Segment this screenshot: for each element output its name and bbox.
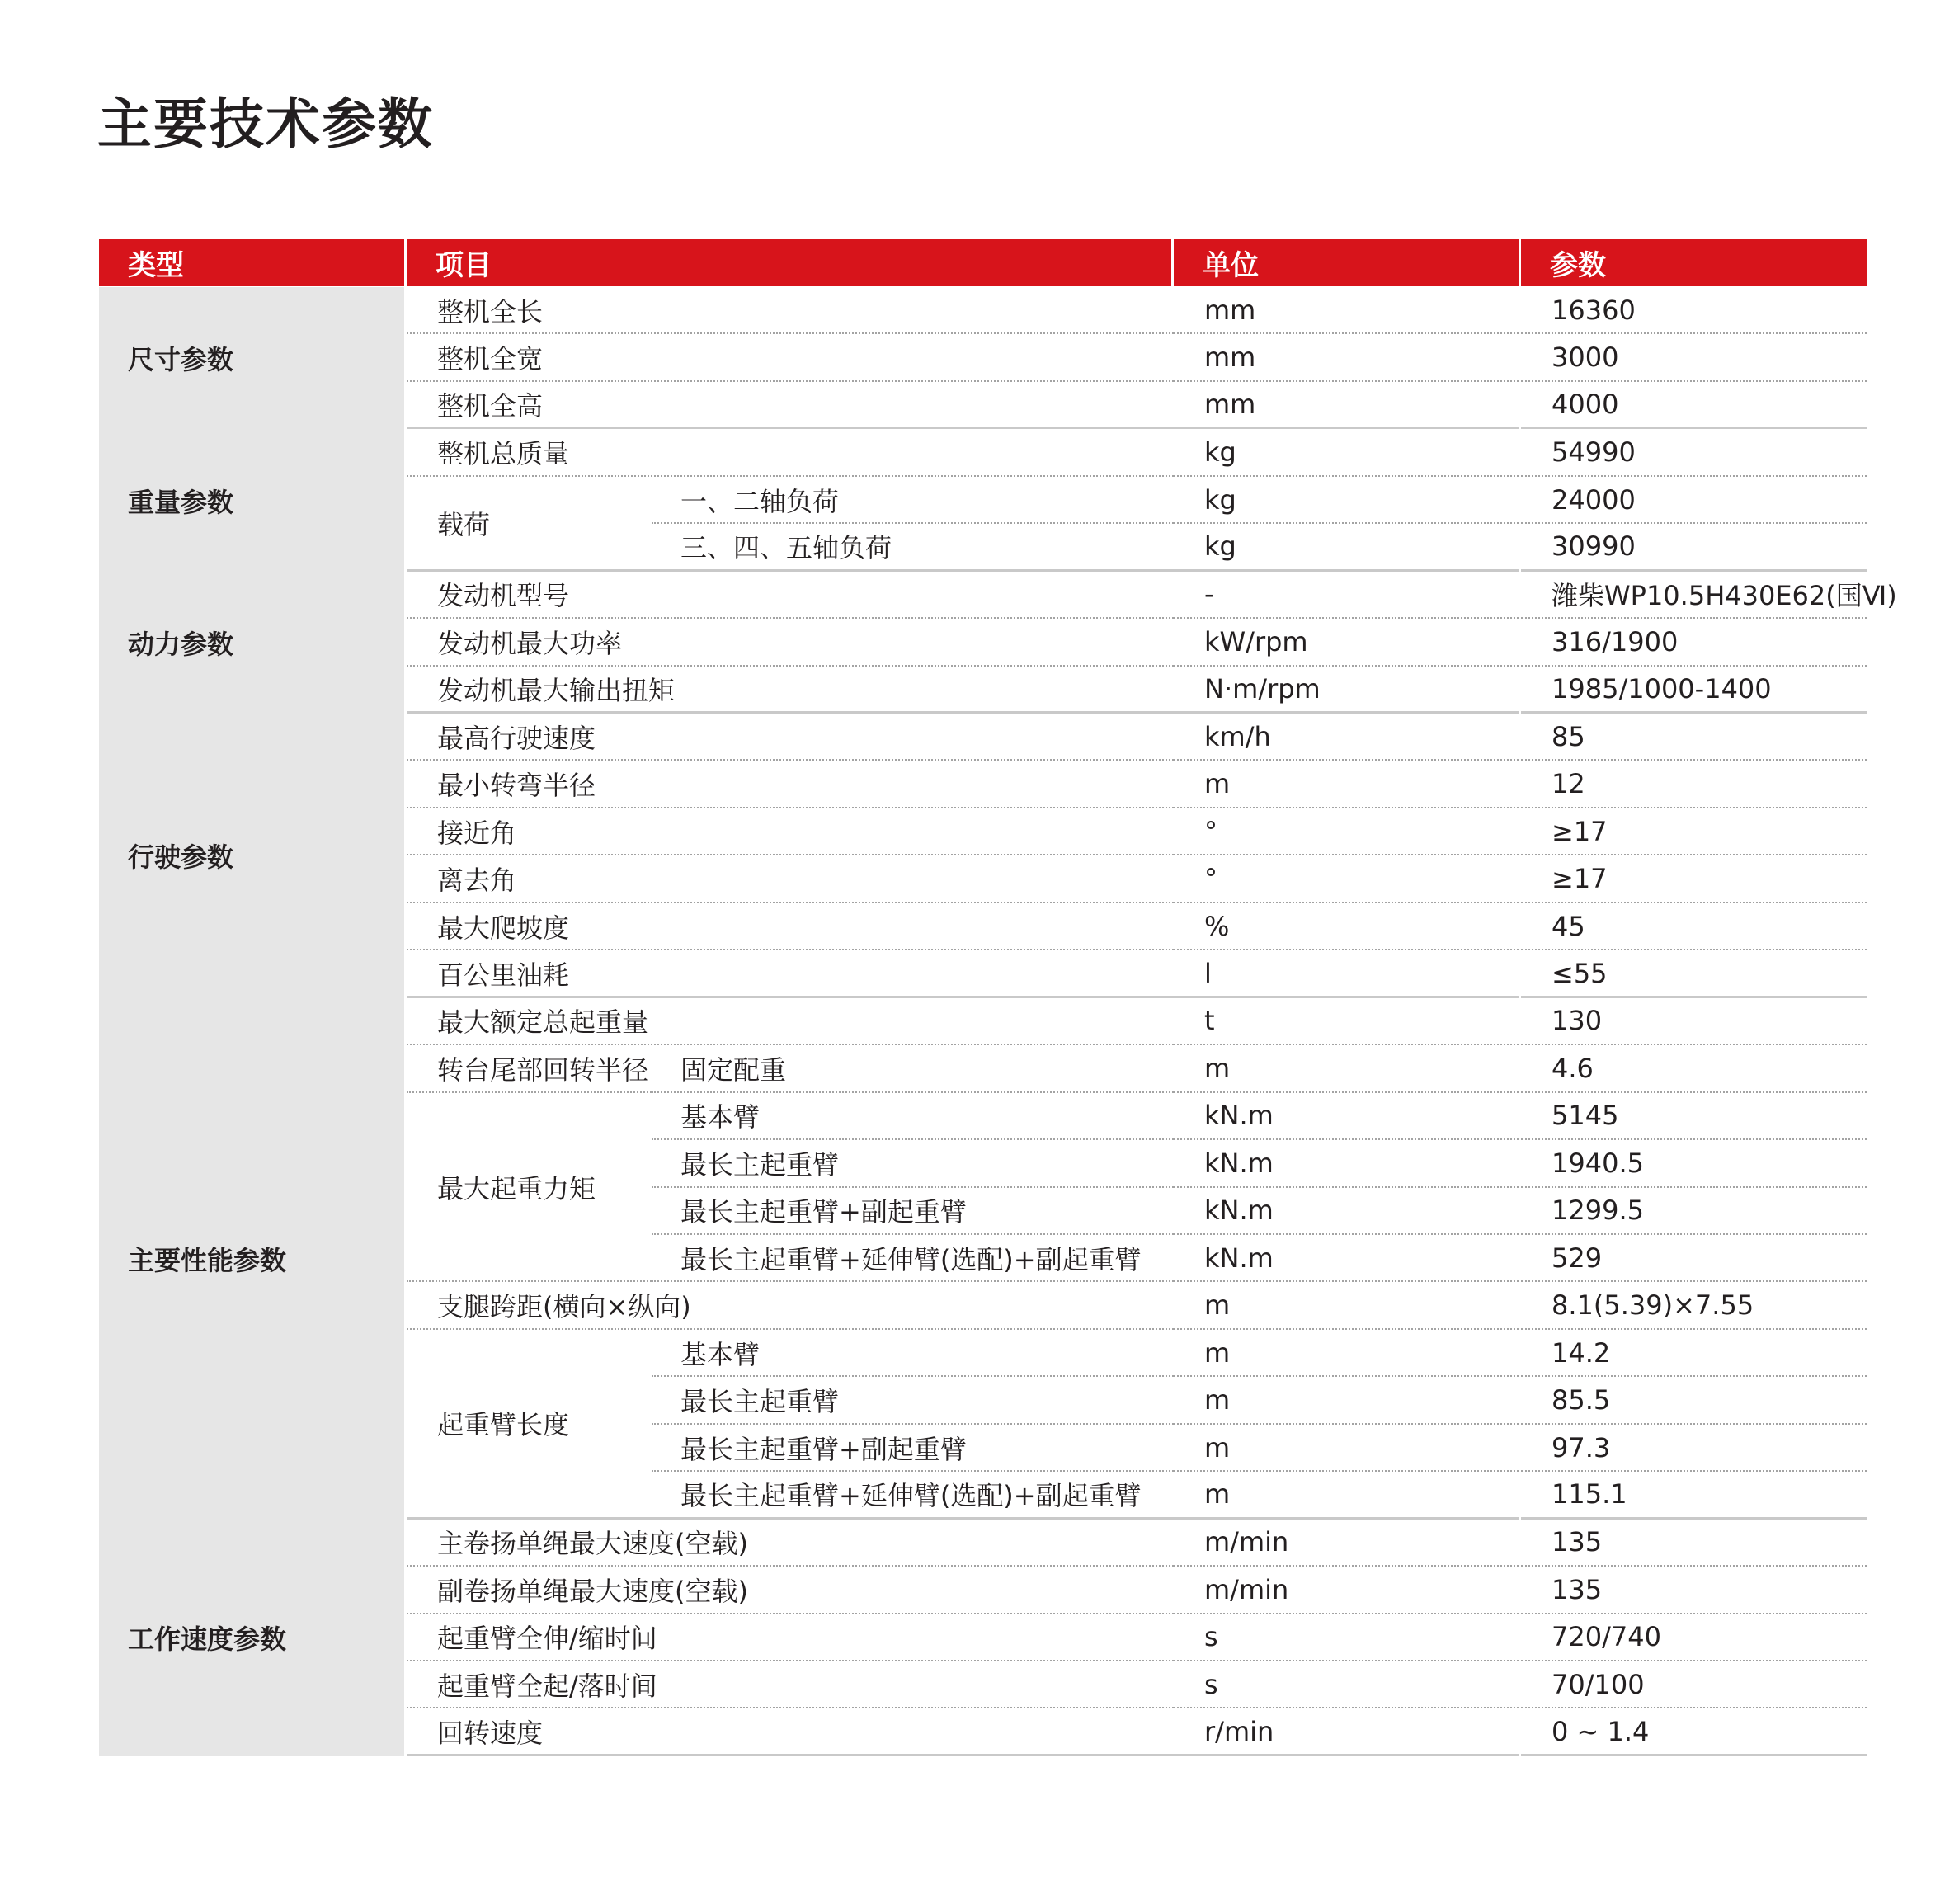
item-label: 最小转弯半径 (407, 761, 1174, 808)
item-label: 载荷 (407, 477, 652, 572)
value-cell: 54990 (1521, 429, 1867, 476)
unit-cell: m (1174, 1425, 1519, 1472)
item-label: 整机全长 (407, 287, 1174, 334)
sub-item-label: 最长主起重臂 (652, 1140, 1174, 1187)
unit-cell: kg (1174, 524, 1519, 571)
unit-cell: m (1174, 1330, 1519, 1377)
unit-cell: mm (1174, 334, 1519, 381)
unit-cell: m (1174, 1377, 1519, 1424)
unit-cell: l (1174, 950, 1519, 997)
group-label: 行驶参数 (99, 714, 404, 998)
item-label: 接近角 (407, 808, 1174, 855)
unit-cell: m/min (1174, 1520, 1519, 1567)
item-label: 最大起重力矩 (407, 1093, 652, 1283)
sub-item-label: 最长主起重臂+延伸臂(选配)+副起重臂 (652, 1235, 1174, 1282)
unit-cell: s (1174, 1661, 1519, 1708)
header-type: 类型 (99, 239, 404, 286)
sub-item-label: 最长主起重臂+延伸臂(选配)+副起重臂 (652, 1472, 1174, 1519)
item-label: 起重臂全伸/缩时间 (407, 1614, 1174, 1661)
header-item: 项目 (407, 239, 1171, 286)
unit-cell: kW/rpm (1174, 619, 1519, 666)
sub-item-label: 最长主起重臂+副起重臂 (652, 1425, 1174, 1472)
unit-cell: km/h (1174, 714, 1519, 761)
value-cell: 316/1900 (1521, 619, 1867, 666)
value-cell: 529 (1521, 1235, 1867, 1282)
value-cell: 130 (1521, 998, 1867, 1045)
item-label: 整机总质量 (407, 429, 1174, 476)
value-cell: 70/100 (1521, 1661, 1867, 1708)
value-cell: 85.5 (1521, 1377, 1867, 1424)
unit-cell: kN.m (1174, 1235, 1519, 1282)
group-label: 主要性能参数 (99, 998, 404, 1520)
item-label: 主卷扬单绳最大速度(空载) (407, 1520, 1174, 1567)
item-label: 最高行驶速度 (407, 714, 1174, 761)
unit-cell: ° (1174, 855, 1519, 903)
value-cell: 潍柴WP10.5H430E62(国Ⅵ) (1521, 572, 1867, 619)
item-label: 发动机最大输出扭矩 (407, 667, 1174, 714)
header-value: 参数 (1521, 239, 1867, 286)
item-label: 起重臂长度 (407, 1330, 652, 1520)
value-cell: 4000 (1521, 382, 1867, 429)
sub-item-label: 固定配重 (652, 1045, 1174, 1092)
unit-cell: mm (1174, 287, 1519, 334)
value-cell: 14.2 (1521, 1330, 1867, 1377)
spec-table (99, 239, 1897, 1762)
group-label: 工作速度参数 (99, 1520, 404, 1756)
value-cell: 135 (1521, 1567, 1867, 1614)
unit-cell: m/min (1174, 1567, 1519, 1614)
item-label: 发动机型号 (407, 572, 1174, 619)
unit-cell: r/min (1174, 1709, 1519, 1756)
item-label: 副卷扬单绳最大速度(空载) (407, 1567, 1174, 1614)
unit-cell: kN.m (1174, 1093, 1519, 1140)
item-label: 回转速度 (407, 1709, 1174, 1756)
value-cell: ≥17 (1521, 855, 1867, 903)
unit-cell: m (1174, 1282, 1519, 1329)
value-cell: 3000 (1521, 334, 1867, 381)
group-label: 尺寸参数 (99, 287, 404, 429)
unit-cell: t (1174, 998, 1519, 1045)
item-label: 整机全高 (407, 382, 1174, 429)
item-label: 整机全宽 (407, 334, 1174, 381)
value-cell: 30990 (1521, 524, 1867, 571)
value-cell: 1940.5 (1521, 1140, 1867, 1187)
unit-cell: m (1174, 1472, 1519, 1519)
sub-item-label: 最长主起重臂+副起重臂 (652, 1188, 1174, 1235)
value-cell: 24000 (1521, 477, 1867, 524)
item-label: 支腿跨距(横向×纵向) (407, 1282, 1174, 1329)
value-cell: 1299.5 (1521, 1188, 1867, 1235)
sub-item-label: 最长主起重臂 (652, 1377, 1174, 1424)
unit-cell: % (1174, 903, 1519, 950)
value-cell: 8.1(5.39)×7.55 (1521, 1282, 1867, 1329)
unit-cell: kg (1174, 429, 1519, 476)
unit-cell: m (1174, 1045, 1519, 1092)
sub-item-label: 基本臂 (652, 1093, 1174, 1140)
unit-cell: m (1174, 761, 1519, 808)
item-label: 最大额定总起重量 (407, 998, 1174, 1045)
unit-cell: kg (1174, 477, 1519, 524)
page-title: 主要技术参数 (97, 92, 434, 156)
value-cell: 16360 (1521, 287, 1867, 334)
value-cell: ≤55 (1521, 950, 1867, 997)
value-cell: 115.1 (1521, 1472, 1867, 1519)
unit-cell: s (1174, 1614, 1519, 1661)
value-cell: 0 ~ 1.4 (1521, 1709, 1867, 1756)
value-cell: 4.6 (1521, 1045, 1867, 1092)
item-label: 最大爬坡度 (407, 903, 1174, 950)
sub-item-label: 一、二轴负荷 (652, 477, 1174, 524)
value-cell: 85 (1521, 714, 1867, 761)
value-cell: 135 (1521, 1520, 1867, 1567)
unit-cell: - (1174, 572, 1519, 619)
sub-item-label: 三、四、五轴负荷 (652, 524, 1174, 571)
value-cell: 97.3 (1521, 1425, 1867, 1472)
sub-item-label: 基本臂 (652, 1330, 1174, 1377)
value-cell: 45 (1521, 903, 1867, 950)
unit-cell: kN.m (1174, 1188, 1519, 1235)
value-cell: 720/740 (1521, 1614, 1867, 1661)
value-cell: ≥17 (1521, 808, 1867, 855)
item-label: 转台尾部回转半径 (407, 1045, 652, 1092)
value-cell: 1985/1000-1400 (1521, 667, 1867, 714)
value-cell: 12 (1521, 761, 1867, 808)
item-label: 起重臂全起/落时间 (407, 1661, 1174, 1708)
group-label: 重量参数 (99, 429, 404, 571)
unit-cell: kN.m (1174, 1140, 1519, 1187)
group-label: 动力参数 (99, 572, 404, 714)
item-label: 发动机最大功率 (407, 619, 1174, 666)
header-unit: 单位 (1174, 239, 1519, 286)
unit-cell: ° (1174, 808, 1519, 855)
value-cell: 5145 (1521, 1093, 1867, 1140)
item-label: 百公里油耗 (407, 950, 1174, 997)
unit-cell: N·m/rpm (1174, 667, 1519, 714)
item-label: 离去角 (407, 855, 1174, 903)
unit-cell: mm (1174, 382, 1519, 429)
